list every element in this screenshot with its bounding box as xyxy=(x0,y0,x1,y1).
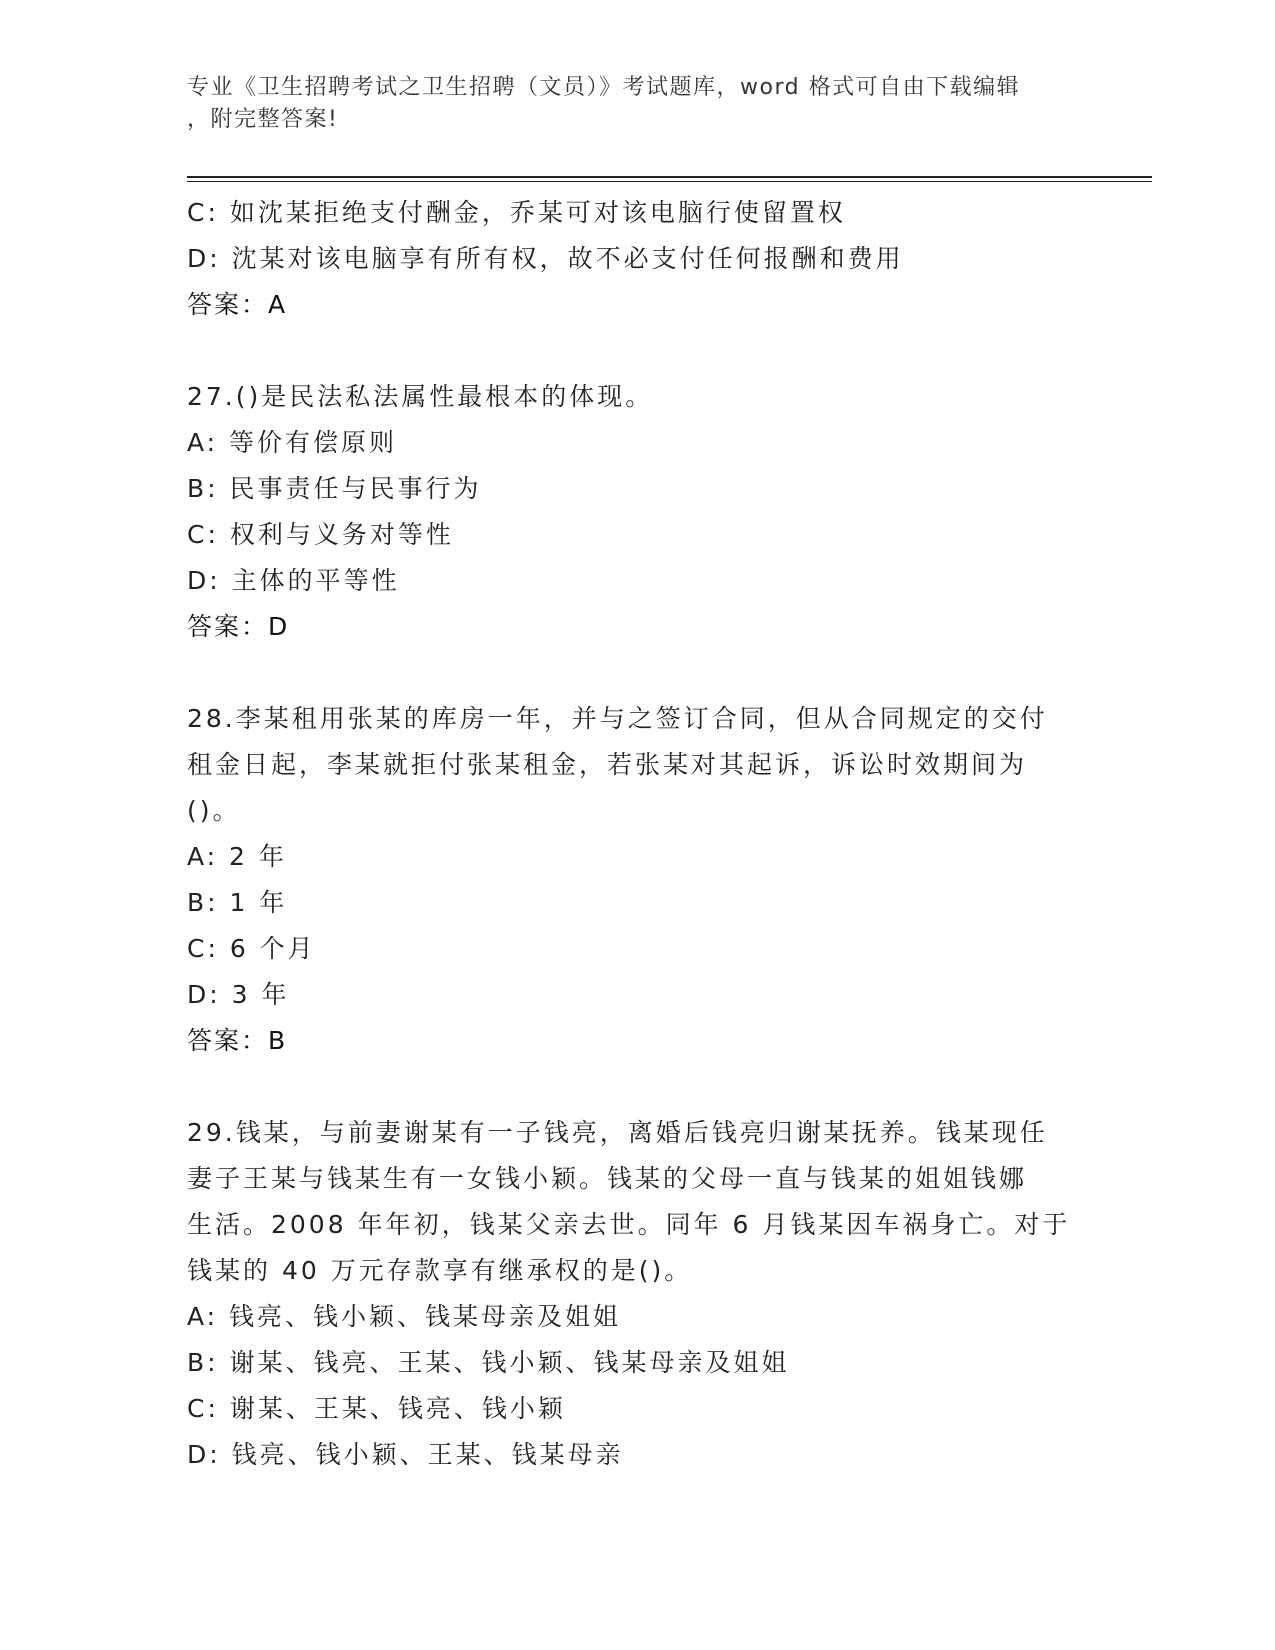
option-c: C: 权利与义务对等性 xyxy=(187,520,454,549)
spacer xyxy=(187,1064,1087,1110)
option-d: D: 3 年 xyxy=(187,980,290,1009)
answer-label: 答案：D xyxy=(187,612,290,641)
option-d: D: 沈某对该电脑享有所有权，故不必支付任何报酬和费用 xyxy=(187,244,904,273)
spacer xyxy=(187,650,1087,696)
answer-label: 答案：A xyxy=(187,290,288,319)
question-26-tail xyxy=(187,190,1087,328)
question-text-line-2: 租金日起，李某就拒付张某租金，若张某对其起诉，诉讼时效期间为 xyxy=(187,750,1028,779)
question-text-line-3: 生活。2008 年年初，钱某父亲去世。同年 6 月钱某因车祸身亡。对于 xyxy=(187,1210,1071,1239)
question-27 xyxy=(187,374,1087,650)
option-b: B: 民事责任与民事行为 xyxy=(187,474,482,503)
option-c: C: 谢某、王某、钱亮、钱小颖 xyxy=(187,1394,566,1423)
option-b: B: 谢某、钱亮、王某、钱小颖、钱某母亲及姐姐 xyxy=(187,1348,790,1377)
option-d: D: 主体的平等性 xyxy=(187,566,400,595)
header-title-line-1: 专业《卫生招聘考试之卫生招聘（文员）》考试题库，word 格式可自由下载编辑 xyxy=(187,75,1021,100)
question-29 xyxy=(187,1110,1087,1478)
question-text-line-1: 29.钱某，与前妻谢某有一子钱亮，离婚后钱亮归谢某抚养。钱某现任 xyxy=(187,1118,1048,1147)
document-header xyxy=(187,72,1067,136)
question-28 xyxy=(187,696,1087,1064)
question-text-line-2: 妻子王某与钱某生有一女钱小颖。钱某的父母一直与钱某的姐姐钱娜 xyxy=(187,1164,1028,1193)
header-divider-thick xyxy=(187,176,1152,178)
header-title-line-2: ，附完整答案! xyxy=(187,107,339,132)
question-list xyxy=(187,190,1087,1478)
option-d: D: 钱亮、钱小颖、王某、钱某母亲 xyxy=(187,1440,624,1469)
question-text-line-1: 28.李某租用张某的库房一年，并与之签订合同，但从合同规定的交付 xyxy=(187,704,1048,733)
option-c: C: 6 个月 xyxy=(187,934,316,963)
option-a: A: 钱亮、钱小颖、钱某母亲及姐姐 xyxy=(187,1302,622,1331)
option-b: B: 1 年 xyxy=(187,888,288,917)
header-divider-thin xyxy=(187,181,1152,182)
option-a: A: 2 年 xyxy=(187,842,287,871)
option-c: C: 如沈某拒绝支付酬金，乔某可对该电脑行使留置权 xyxy=(187,198,846,227)
question-text-line-4: 钱某的 40 万元存款享有继承权的是()。 xyxy=(187,1256,693,1285)
answer-label: 答案：B xyxy=(187,1026,288,1055)
spacer xyxy=(187,328,1087,374)
question-text: 27.()是民法私法属性最根本的体现。 xyxy=(187,382,654,411)
option-a: A: 等价有偿原则 xyxy=(187,428,398,457)
question-text-line-3: ()。 xyxy=(187,796,241,825)
